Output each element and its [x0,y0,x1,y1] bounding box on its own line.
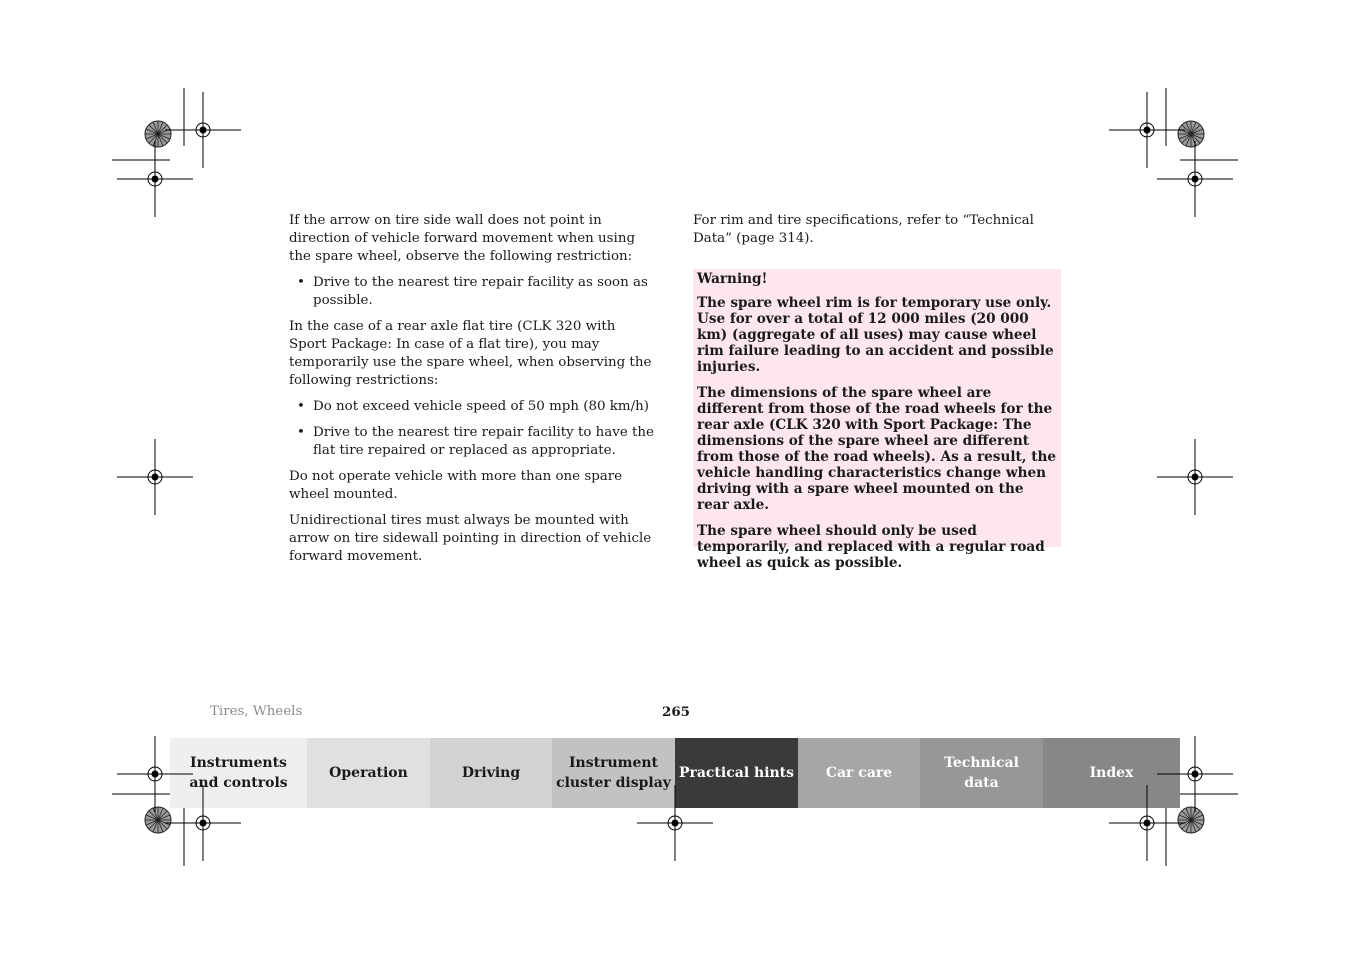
list-item: • Drive to the nearest tire repair facility to have the flat tire repaired or replaced as appropriate. [289,424,657,460]
paragraph: Do not operate vehicle with more than one spare wheel mounted. [289,469,623,502]
warning-paragraph: The spare wheel rim is for temporary use only. Use for over a total of 12 000 miles (20 000 km) (aggregate of all uses) may cause wheel rim failure leading to an accident and possible injuries. [697,295,1054,375]
paragraph: For rim and tire specifications, refer to “Technical Data” (page 314). [693,213,1034,246]
list-item: • Drive to the nearest tire repair facility as soon as possible. [289,274,657,310]
tab-practical-hints[interactable]: Practical hints [675,738,798,808]
paragraph: In the case of a rear axle flat tire (CLK 320 with Sport Package: In case of a flat tire), you may temporarily use the spare wheel, when observing the following restrictions: [289,319,652,388]
tab-operation[interactable]: Operation [307,738,430,808]
tab-instruments-and-controls[interactable]: Instruments and controls [170,738,307,808]
warning-paragraph: The spare wheel should only be used temporarily, and replaced with a regular road wheel as quick as possible. [697,523,1045,571]
tab-index[interactable]: Index [1043,738,1180,808]
section-title: Tires, Wheels [210,704,303,719]
list-item: • Do not exceed vehicle speed of 50 mph (80 km/h) [289,398,657,416]
tab-driving[interactable]: Driving [430,738,552,808]
warning-title: Warning! [697,271,768,287]
paragraph: Unidirectional tires must always be mounted with arrow on tire sidewall pointing in direction of vehicle forward movement. [289,513,652,564]
page-number: 265 [662,704,690,720]
warning-paragraph: The dimensions of the spare wheel are different from those of the road wheels for the rear axle (CLK 320 with Sport Package: The dimensions of the spare wheel are different from those of the road wheels). As a result, the vehicle handling characteristics change when driving with a spare wheel mounted on the rear axle. [697,385,1057,513]
paragraph: If the arrow on tire side wall does not point in direction of vehicle forward movement when using the spare wheel, observe the following restriction: [289,213,636,264]
tab-car-care[interactable]: Car care [798,738,920,808]
tab-instrument-cluster-display[interactable]: Instrument cluster display [552,738,675,808]
tab-technical-data[interactable]: Technical data [920,738,1043,808]
